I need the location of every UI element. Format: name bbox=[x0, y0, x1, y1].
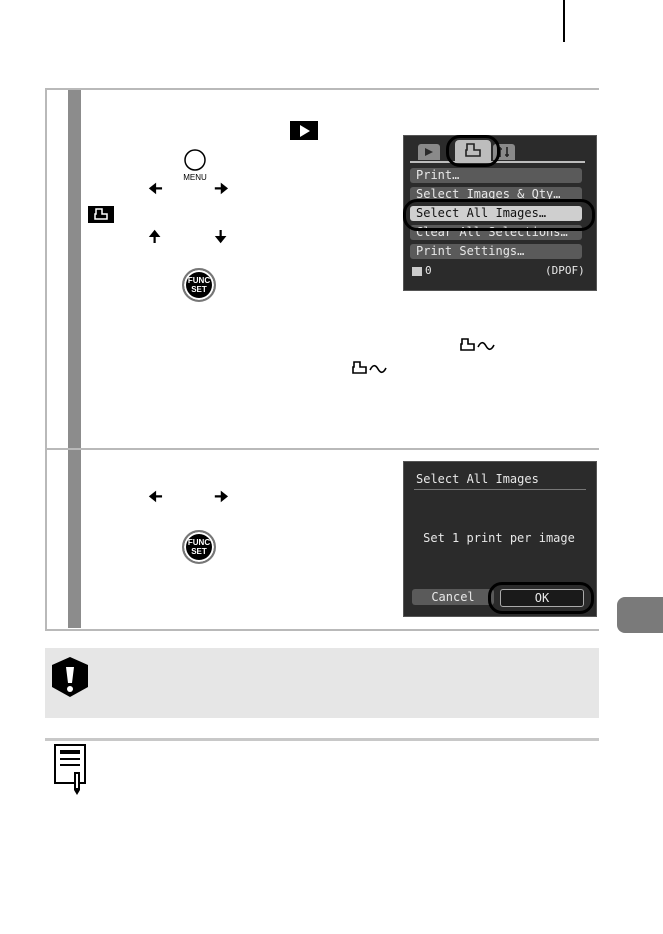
cancel-button[interactable]: Cancel bbox=[412, 589, 494, 605]
lcd-tab-playback bbox=[418, 144, 440, 160]
lcd-tab-underline bbox=[410, 161, 585, 163]
lcd-menu-item-selected: Select All Images… bbox=[410, 206, 582, 221]
caution-box bbox=[45, 648, 599, 718]
set-label: SET bbox=[191, 285, 207, 294]
func-label: FUNC bbox=[187, 538, 211, 547]
left-arrow-icon: 🠈 bbox=[148, 181, 163, 198]
right-arrow-icon: 🠊 bbox=[214, 489, 229, 506]
print-count-icon bbox=[412, 267, 422, 276]
step1-top-rule bbox=[45, 88, 599, 90]
func-set-button-icon bbox=[182, 530, 216, 564]
lcd-menu-item: Select Images & Qty… bbox=[410, 187, 582, 202]
step2-bottom-rule bbox=[45, 629, 599, 631]
menu-button-icon bbox=[182, 148, 208, 182]
down-arrow-icon: 🠋 bbox=[214, 229, 228, 246]
print-tab-icon bbox=[88, 206, 114, 223]
set-label: SET bbox=[191, 547, 207, 556]
lcd-playback-icon bbox=[425, 148, 433, 156]
chapter-side-tab bbox=[617, 597, 663, 633]
lcd-menu-item: Print Settings… bbox=[410, 244, 582, 259]
dialog-message: Set 1 print per image bbox=[423, 531, 575, 545]
step2-top-rule bbox=[45, 448, 599, 450]
note-divider bbox=[45, 738, 599, 741]
lcd-menu-item: Print… bbox=[410, 168, 582, 183]
step1-bar bbox=[68, 90, 81, 448]
step2-bar bbox=[68, 450, 81, 628]
left-arrow-icon: 🠈 bbox=[148, 489, 163, 506]
caution-icon bbox=[48, 655, 92, 699]
right-arrow-icon: 🠊 bbox=[214, 181, 229, 198]
select-all-callout-ring bbox=[403, 199, 595, 231]
dialog-title-divider bbox=[414, 489, 586, 490]
playback-icon bbox=[290, 121, 318, 140]
func-set-button-icon bbox=[182, 268, 216, 302]
up-arrow-icon: 🠉 bbox=[148, 229, 162, 246]
step-left-line bbox=[45, 88, 47, 630]
menu-label: MENU bbox=[183, 173, 207, 182]
print-tab-callout-ring bbox=[446, 135, 500, 167]
dialog-title: Select All Images bbox=[416, 472, 539, 486]
header-bar bbox=[563, 0, 565, 42]
dpof-print-icon bbox=[350, 360, 398, 376]
lcd-footer-mode: (DPOF) bbox=[545, 264, 585, 277]
func-label: FUNC bbox=[187, 276, 211, 285]
lcd-menu-item: Clear All Selections… bbox=[410, 225, 582, 240]
ok-button[interactable]: OK bbox=[500, 589, 584, 607]
ok-callout-ring bbox=[488, 582, 594, 614]
note-icon bbox=[54, 744, 92, 796]
lcd-footer-count: 0 bbox=[412, 264, 432, 277]
dpof-print-icon bbox=[458, 337, 506, 353]
